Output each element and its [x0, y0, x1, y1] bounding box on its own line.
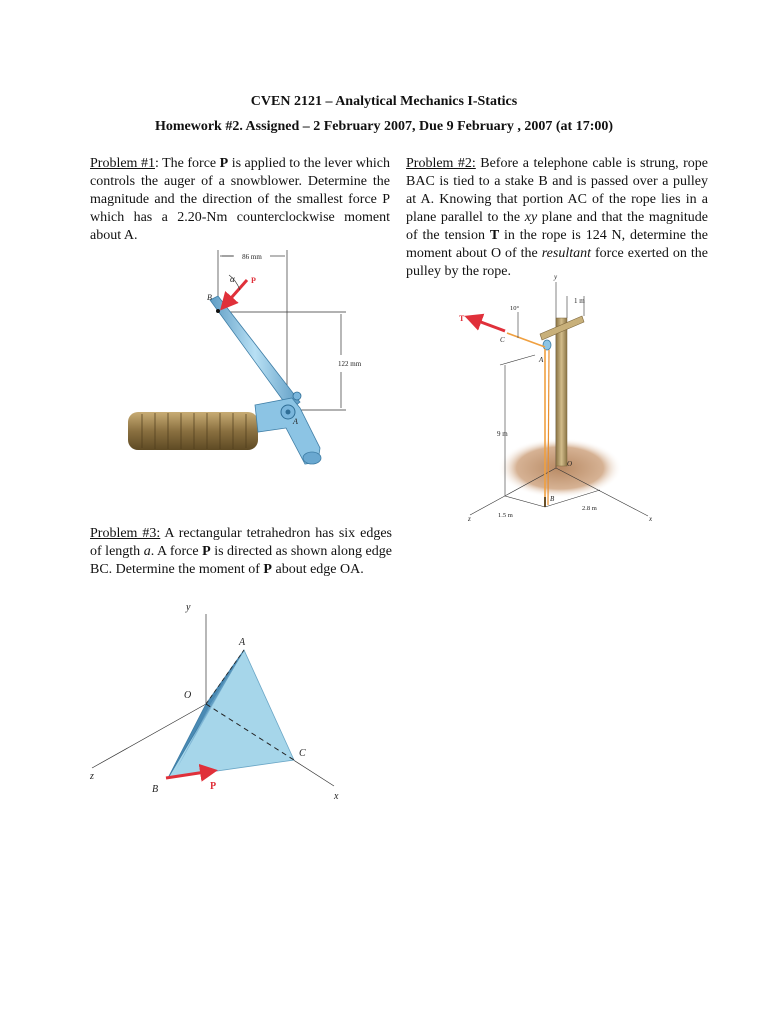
point-c-label: C	[500, 336, 505, 344]
point-o-label-3: O	[184, 690, 192, 701]
dim-9m: 9 m	[497, 430, 508, 438]
point-c-label-3: C	[299, 748, 306, 759]
force-p-label-3: P	[210, 781, 217, 792]
axis-z-label: z	[468, 515, 471, 523]
problem-2-label: Problem #2:	[406, 156, 476, 171]
dim-2-8m: 2.8 m	[582, 505, 597, 512]
axis-x-label: x	[649, 515, 653, 523]
axis-z-label-3: z	[90, 771, 94, 782]
axis-y-label: y	[554, 273, 558, 281]
point-o-label: O	[567, 460, 573, 468]
point-a-label: A	[293, 417, 298, 426]
axis-x-label-3: x	[334, 791, 339, 802]
problem-1-text: Problem #1: The force P is applied to the lever which controls the auger of a snowblower. Determine the magnitude and the direction of the smallest force P which has a 2.20-Nm counterclockwise moment about A.	[90, 156, 390, 243]
axis-y-label-3: y	[186, 602, 191, 613]
dim-122mm: 122 mm	[338, 360, 362, 368]
point-a-label-2: A	[539, 356, 544, 364]
alpha-label: α	[230, 274, 235, 284]
page-subtitle: Homework #2. Assigned – 2 February 2007, Due 9 February , 2007 (at 17:00)	[154, 119, 614, 134]
problem-3-label: Problem #3:	[90, 526, 161, 541]
page-title: CVEN 2121 – Analytical Mechanics I-Statics	[250, 94, 518, 109]
point-a-label-3: A	[239, 637, 246, 648]
problem-3-text: Problem #3: A rectangular tetrahedron has six edges of length a. A force P is directed as shown along edge BC. Determine the moment of P about edge OA.	[90, 526, 392, 577]
force-p-label: P	[251, 276, 256, 285]
point-b-label-3: B	[152, 784, 159, 795]
problem-2-text: Problem #2: Before a telephone cable is strung, rope BAC is tied to a stake B and is passed over a pulley at A. Knowing that portion AC of the rope lies in a plane parallel to the xy plane and that the magnitude of the tension T in the rope is 124 N, determine the moment about O of the resultant force exerted on the pulley by the rope.	[406, 156, 708, 279]
point-b-label-2: B	[550, 495, 555, 503]
dim-1-5m: 1.5 m	[498, 512, 513, 519]
angle-10deg: 10°	[510, 305, 520, 312]
dim-86mm: 86 mm	[242, 253, 262, 261]
point-b-label: B	[207, 293, 212, 302]
tension-t-label: T	[459, 314, 465, 323]
problem-1-label: Problem #1	[90, 156, 155, 171]
dim-1m: 1 m	[574, 297, 585, 305]
